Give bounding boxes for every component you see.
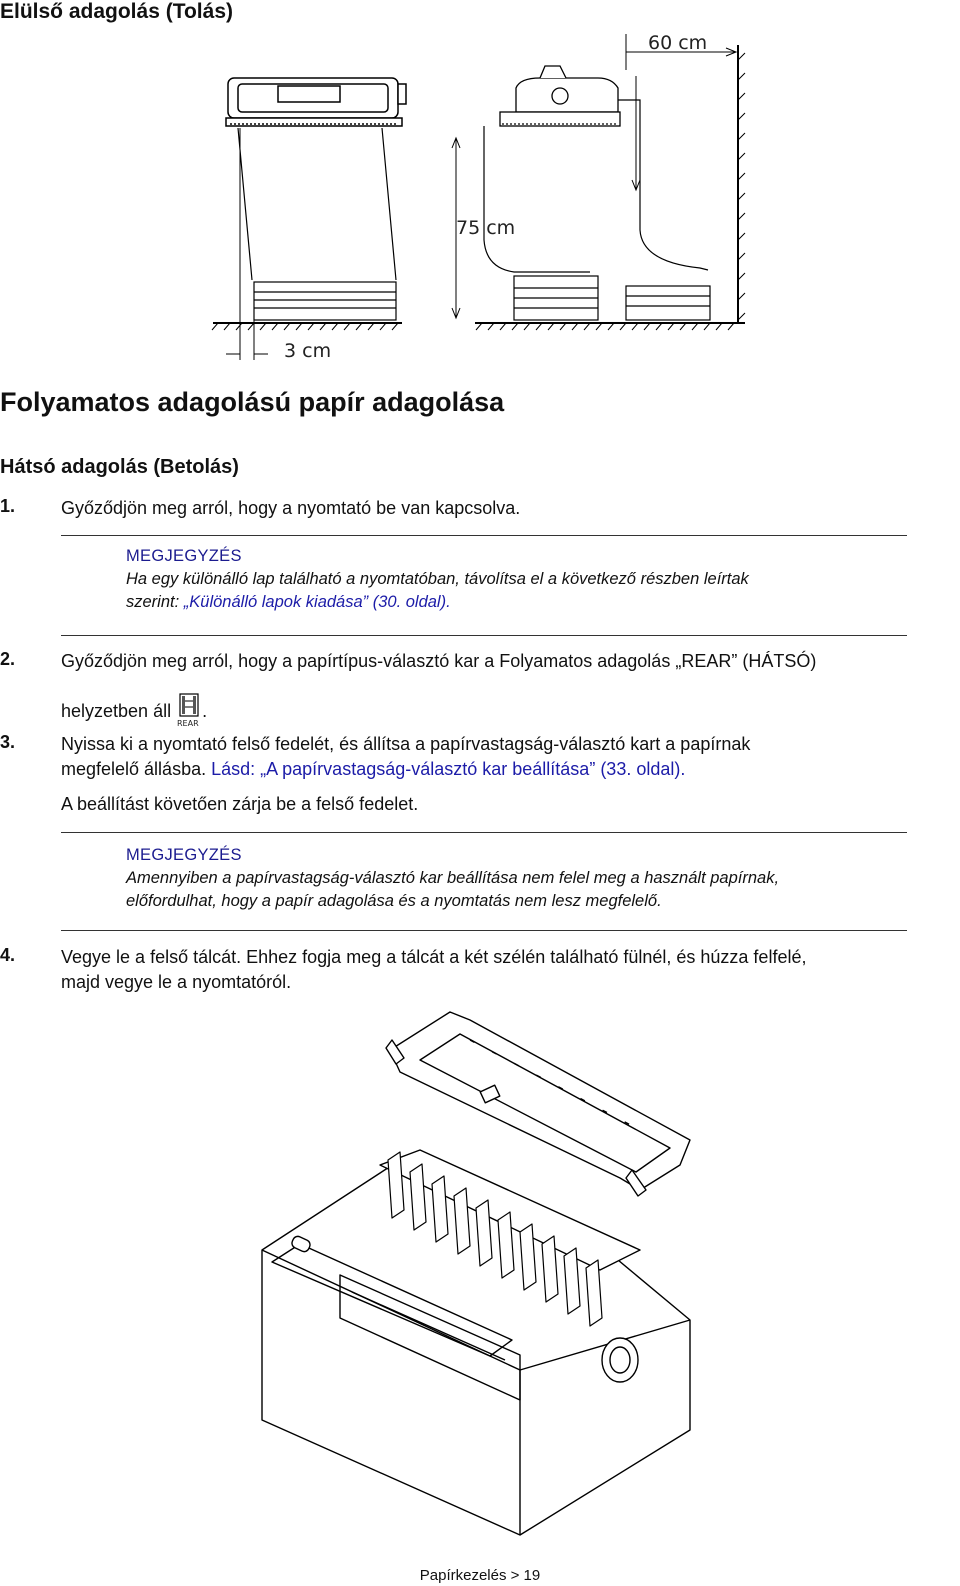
- note-1-link[interactable]: „Különálló lapok kiadása” (30. oldal).: [183, 593, 451, 611]
- paper-stack-left: [238, 128, 396, 320]
- printer-side-view: [500, 66, 620, 126]
- note-2-title: MEGJEGYZÉS: [126, 846, 242, 864]
- footer-page-number: Papírkezelés > 19: [419, 1567, 541, 1584]
- printer-front-view: [226, 78, 406, 126]
- step-1-text: Győződjön meg arról, hogy a nyomtató be van kapcsolva.: [61, 498, 521, 518]
- main-heading: Folyamatos adagolású papír adagolása: [0, 387, 505, 417]
- note-1-line-2-text: szerint:: [126, 593, 180, 611]
- paper-path-right: [484, 100, 710, 320]
- step-4-line-2: majd vegye le a nyomtatóról.: [61, 972, 292, 992]
- label-3cm: 3 cm: [284, 340, 332, 362]
- note-2: [126, 844, 906, 913]
- dimension-60cm: [626, 34, 736, 190]
- rear-icon-label: REAR: [177, 719, 199, 728]
- step-3-line-2: [61, 757, 951, 782]
- label-60cm: 60 cm: [648, 32, 708, 54]
- note-2-line-1: Amennyiben a papírvastagság-választó kar beállítása nem felel meg a használt papírnak,: [126, 869, 780, 887]
- platen-knob: [602, 1338, 638, 1382]
- page-footer: [0, 1567, 960, 1584]
- step-4-number: 4.: [0, 945, 16, 965]
- step-2-period: .: [202, 701, 208, 721]
- step-1-number: 1.: [0, 496, 16, 516]
- note-1-bottom-rule: [61, 635, 907, 636]
- label-75cm: 75 cm: [456, 217, 516, 239]
- step-2-number: 2.: [0, 649, 16, 669]
- note-1-line-1: Ha egy különálló lap található a nyomtatóban, távolítsa el a következő részben leírtak: [126, 570, 749, 588]
- step-3-line-1: Nyissa ki a nyomtató felső fedelét, és állítsa a papírvastagság-választó kart a papírnak: [61, 734, 751, 754]
- note-2-top-rule: [61, 832, 907, 833]
- section-title-front-feed: Elülső adagolás (Tolás): [0, 0, 233, 23]
- step-3-line-3: A beállítást követően zárja be a felső fedelet.: [61, 794, 419, 814]
- step-4-line-1: Vegye le a felső tálcát. Ehhez fogja meg a tálcát a két szélén található fülnél, és húzza felfelé,: [61, 947, 807, 967]
- rear-feed-icon: [176, 693, 202, 729]
- note-1-title: MEGJEGYZÉS: [126, 547, 242, 565]
- step-3-link[interactable]: Lásd: „A papírvastagság-választó kar beállítása” (33. oldal).: [211, 759, 686, 779]
- paper-clearance-figure: [200, 20, 760, 370]
- note-1-top-rule: [61, 535, 907, 536]
- step-3-number: 3.: [0, 732, 16, 752]
- note-1: [126, 545, 906, 614]
- printer-tray-removal-figure: [250, 1005, 710, 1545]
- step-2-line-2-text: helyzetben áll: [61, 701, 172, 721]
- step-3-line-2-text: megfelelő állásba.: [61, 759, 207, 779]
- sub-heading-rear-feed: Hátsó adagolás (Betolás): [0, 456, 239, 478]
- dimension-3cm: [226, 128, 268, 360]
- step-2-line-2: [61, 693, 951, 729]
- note-2-line-2: előfordulhat, hogy a papír adagolása és a nyomtatás nem lesz megfelelő.: [126, 892, 662, 910]
- note-2-bottom-rule: [61, 930, 907, 931]
- step-2-line-1: Győződjön meg arról, hogy a papírtípus-választó kar a Folyamatos adagolás „REAR” (HÁTSÓ): [61, 651, 817, 671]
